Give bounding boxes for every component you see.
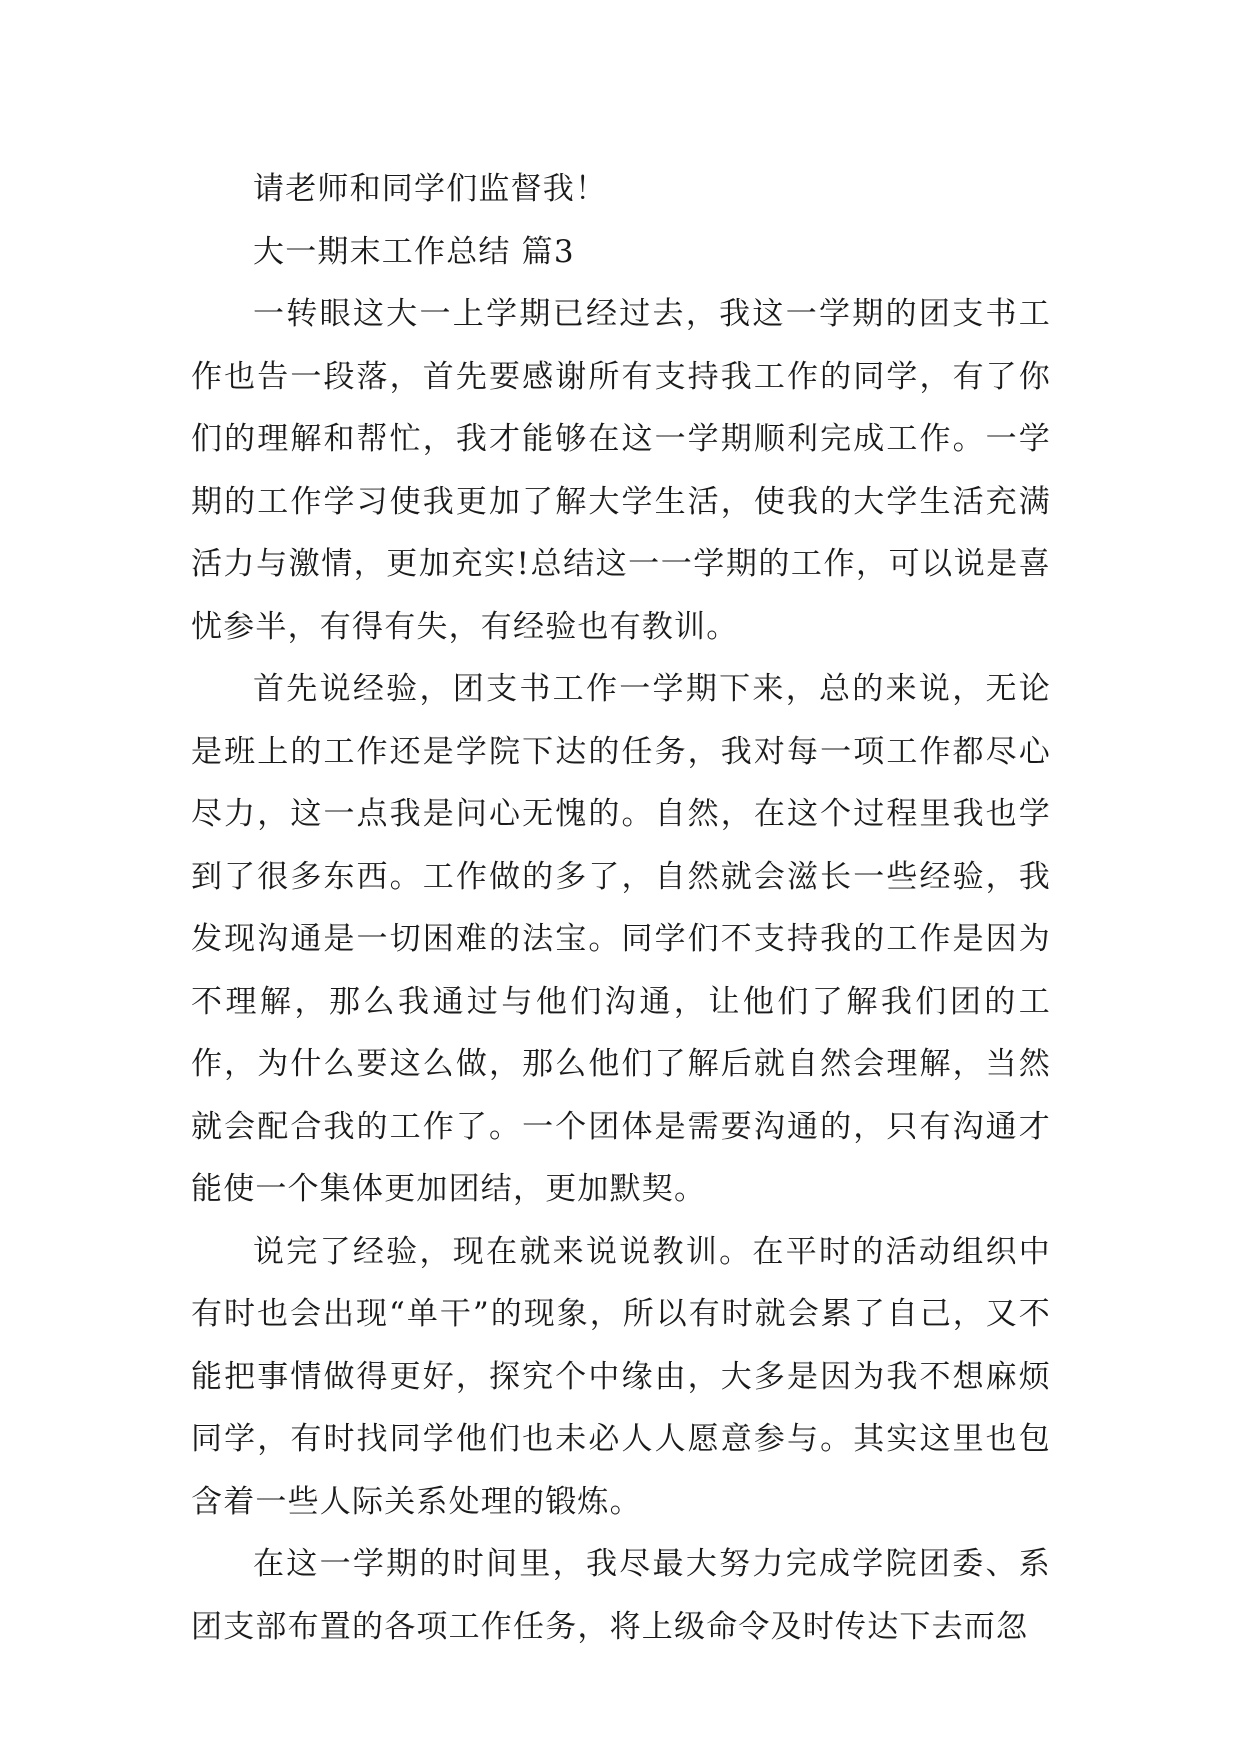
paragraph-closing-line: 请老师和同学们监督我！ [253,171,608,207]
paragraph-experience: 首先说经验，团支书工作一学期下来，总的来说，无论是班上的工作还是学院下达的任务，我对每一项工作都尽心尽力，这一点我是问心无愧的。自然，在这个过程里我也学到了很多东西。工作做的多了，自然就会滋长一些经验，我发现沟通是一切困难的法宝。同学们不支持我的工作是因为不理解，那么我通过与他们沟通，让他们了解我们团的工作，为什么要这么做，那么他们了解后就自然会理解，当然就会配合我的工作了。一个团体是需要沟通的，只有沟通才能使一个集体更加团结，更加默契。 [191,671,1051,1207]
paragraph-lessons: 说完了经验，现在就来说说教训。在平时的活动组织中有时也会出现“单干”的现象，所以有时就会累了自己，又不能把事情做得更好，探究个中缘由，大多是因为我不想麻烦同学，有时找同学他们也未必人人愿意参与。其实这里也包含着一些人际关系处理的锻炼。 [191,1233,1051,1520]
paragraph-tasks: 在这一学期的时间里，我尽最大努力完成学院团委、系团支部布置的各项工作任务，将上级命令及时传达下去而忽 [191,1546,1051,1645]
paragraph-intro: 一转眼这大一上学期已经过去，我这一学期的团支书工作也告一段落，首先要感谢所有支持我工作的同学，有了你们的理解和帮忙，我才能够在这一学期顺利完成工作。一学期的工作学习使我更加了解大学生活，使我的大学生活充满活力与激情，更加充实!总结这一一学期的工作，可以说是喜忧参半，有得有失，有经验也有教训。 [191,296,1051,645]
section-heading: 大一期末工作总结 篇3 [253,233,575,270]
document-body [191,158,1051,1658]
